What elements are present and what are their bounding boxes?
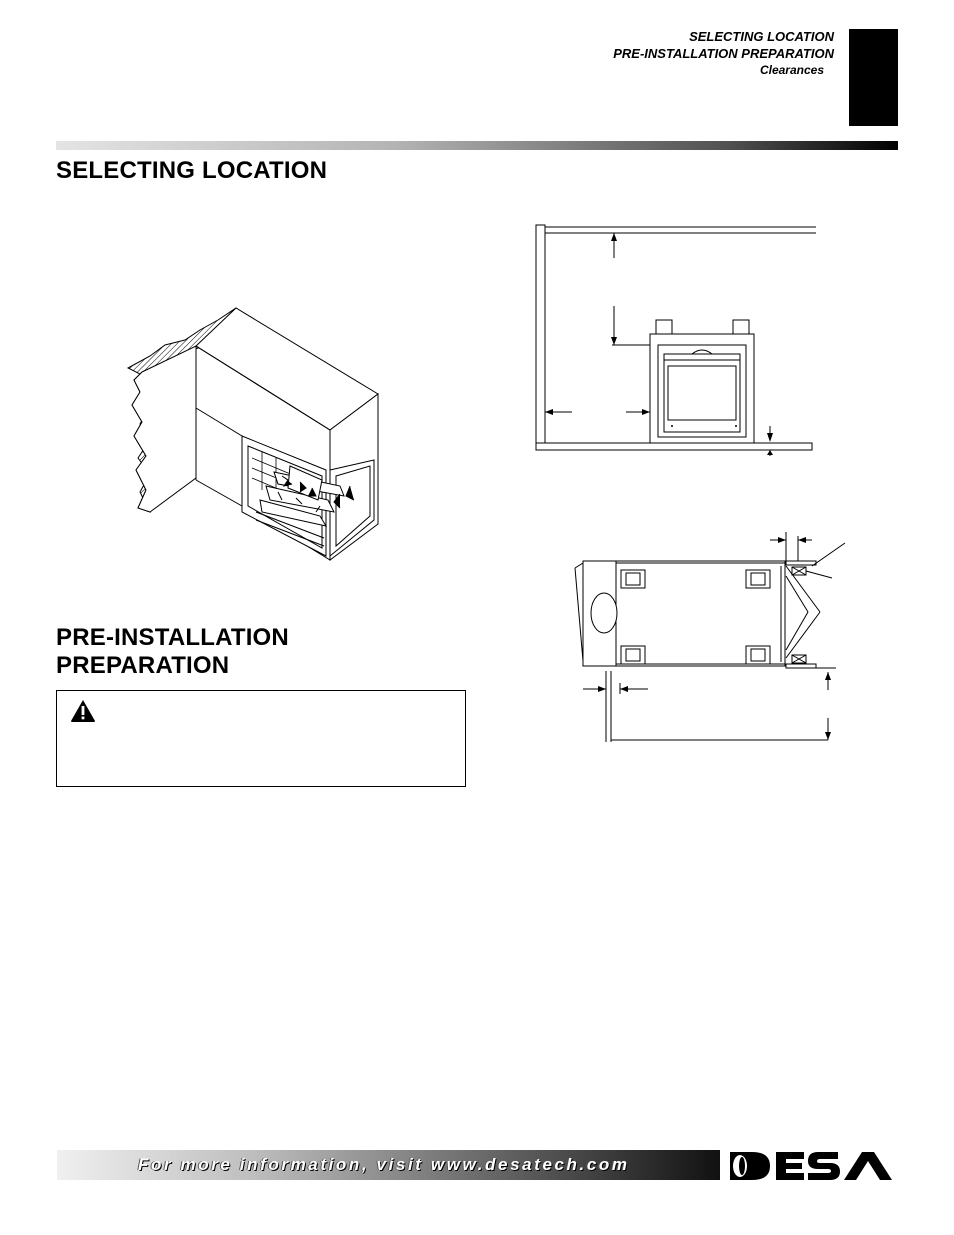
corner-fireplace-illustration — [120, 300, 390, 570]
desa-logo — [726, 1150, 898, 1182]
warning-box — [56, 690, 466, 787]
top-view-clearance-diagram — [565, 530, 855, 750]
pre-installation-title-line-1: PRE-INSTALLATION — [56, 624, 289, 651]
header-divider-bar — [56, 141, 898, 150]
header-section-line-1: SELECTING LOCATION — [689, 29, 834, 44]
pre-installation-title — [56, 624, 289, 680]
page-edge-tab — [849, 29, 898, 126]
selecting-location-title: SELECTING LOCATION — [56, 157, 328, 184]
pre-installation-title-line-2: PREPARATION — [56, 652, 230, 679]
header-section-line-3: Clearances — [759, 63, 824, 77]
header-section-line-2: PRE-INSTALLATION PREPARATION — [613, 46, 834, 61]
front-elevation-clearance-diagram — [530, 220, 820, 460]
warning-triangle-icon — [70, 699, 96, 723]
footer-website-text: For more information, visit www.desatech.com — [138, 1155, 630, 1174]
